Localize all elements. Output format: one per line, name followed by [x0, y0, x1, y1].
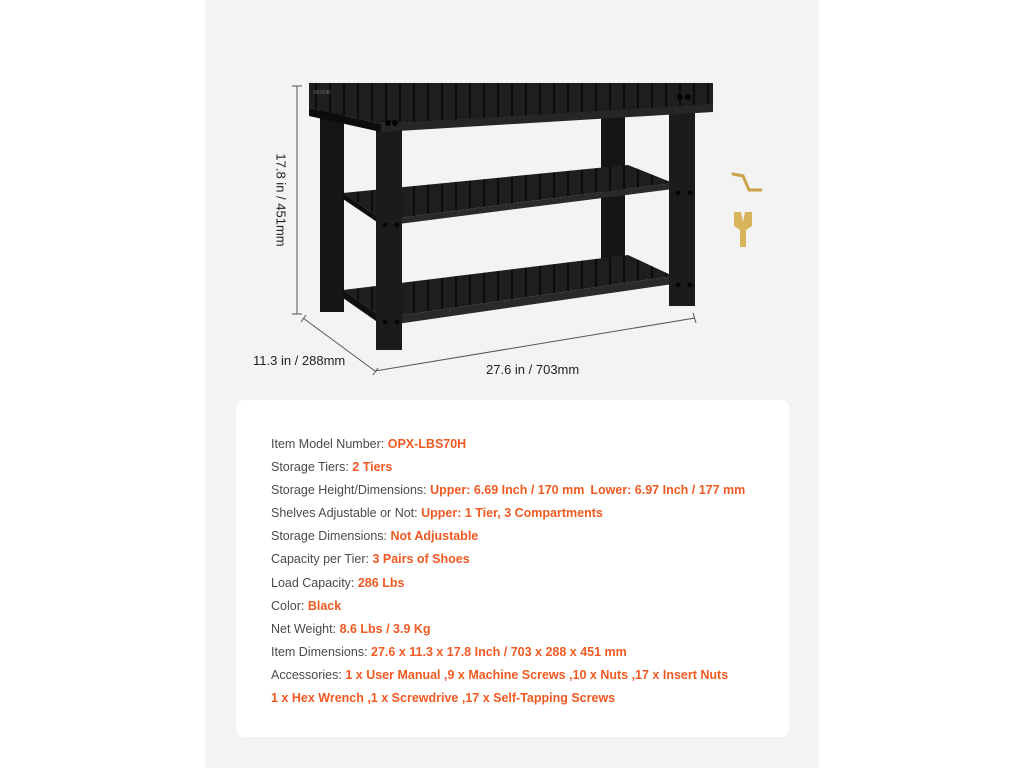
spec-label: Capacity per Tier:	[271, 552, 373, 567]
spec-label: Shelves Adjustable or Not:	[271, 506, 422, 521]
spec-row-weight	[271, 618, 745, 641]
product-panel	[205, 0, 819, 768]
spec-value: Upper: 6.69 Inch / 170 mm	[430, 483, 585, 498]
spec-label: Item Model Number:	[271, 437, 388, 451]
spec-row-model	[271, 433, 745, 456]
spec-row-storage-dimensions	[271, 525, 745, 548]
spec-value: 286 Lbs	[357, 575, 405, 590]
brand-logo: VEVOR	[313, 90, 331, 96]
spec-value: 1 x Hex Wrench ,1 x Screwdrive ,17 x Self-Tapping Screws	[271, 691, 616, 706]
spec-value: Not Adjustable	[390, 529, 479, 544]
spec-value: Black	[307, 598, 342, 613]
hex-wrench-icon	[733, 174, 761, 190]
spec-row-storage-height	[271, 479, 745, 502]
spec-row-capacity	[271, 548, 745, 571]
spec-label: Net Weight:	[271, 621, 340, 636]
spec-value: 2 Tiers	[352, 460, 393, 475]
spec-label: Storage Dimensions:	[271, 529, 391, 544]
spec-row-load	[271, 572, 745, 595]
spec-row-item-dimensions	[271, 641, 745, 664]
spec-row-color	[271, 595, 745, 618]
spec-row-tiers	[271, 456, 745, 479]
spec-value: 1 x User Manual ,9 x Machine Screws ,10 x Nuts ,17 x Insert Nuts	[345, 667, 729, 682]
spec-row-accessories	[271, 664, 745, 687]
spec-value: 3 Pairs of Shoes	[372, 552, 470, 567]
spec-value-secondary: Lower: 6.97 Inch / 177 mm	[590, 483, 746, 498]
spec-label: Storage Height/Dimensions:	[271, 483, 431, 498]
width-dimension-label: 27.6 in / 703mm	[486, 362, 580, 377]
shoe-bench-illustration	[205, 0, 819, 400]
depth-dimension-label: 11.3 in / 288mm	[253, 353, 346, 368]
back-left-leg	[320, 110, 344, 312]
front-right-leg	[669, 104, 695, 306]
spec-label: Accessories:	[271, 667, 346, 682]
dimension-lines	[292, 86, 696, 375]
spec-row-accessories-cont	[271, 687, 745, 710]
screwdriver-wrench-icon	[734, 212, 752, 247]
spec-row-adjustable	[271, 502, 745, 525]
spec-label: Item Dimensions:	[271, 644, 372, 659]
spec-value: 27.6 x 11.3 x 17.8 Inch / 703 x 288 x 451 mm	[371, 644, 627, 659]
spec-value: 8.6 Lbs / 3.9 Kg	[339, 621, 431, 636]
spec-list	[271, 433, 745, 710]
spec-label: Storage Tiers:	[271, 460, 353, 475]
spec-card	[236, 400, 789, 737]
spec-value: OPX-LBS70H	[387, 437, 467, 451]
height-dimension-label: 17.8 in / 451mm	[273, 153, 289, 247]
spec-label: Color:	[271, 598, 308, 613]
front-left-leg	[376, 124, 402, 350]
spec-value: Upper: 1 Tier, 3 Compartments	[421, 506, 603, 521]
spec-label: Load Capacity:	[271, 575, 358, 590]
